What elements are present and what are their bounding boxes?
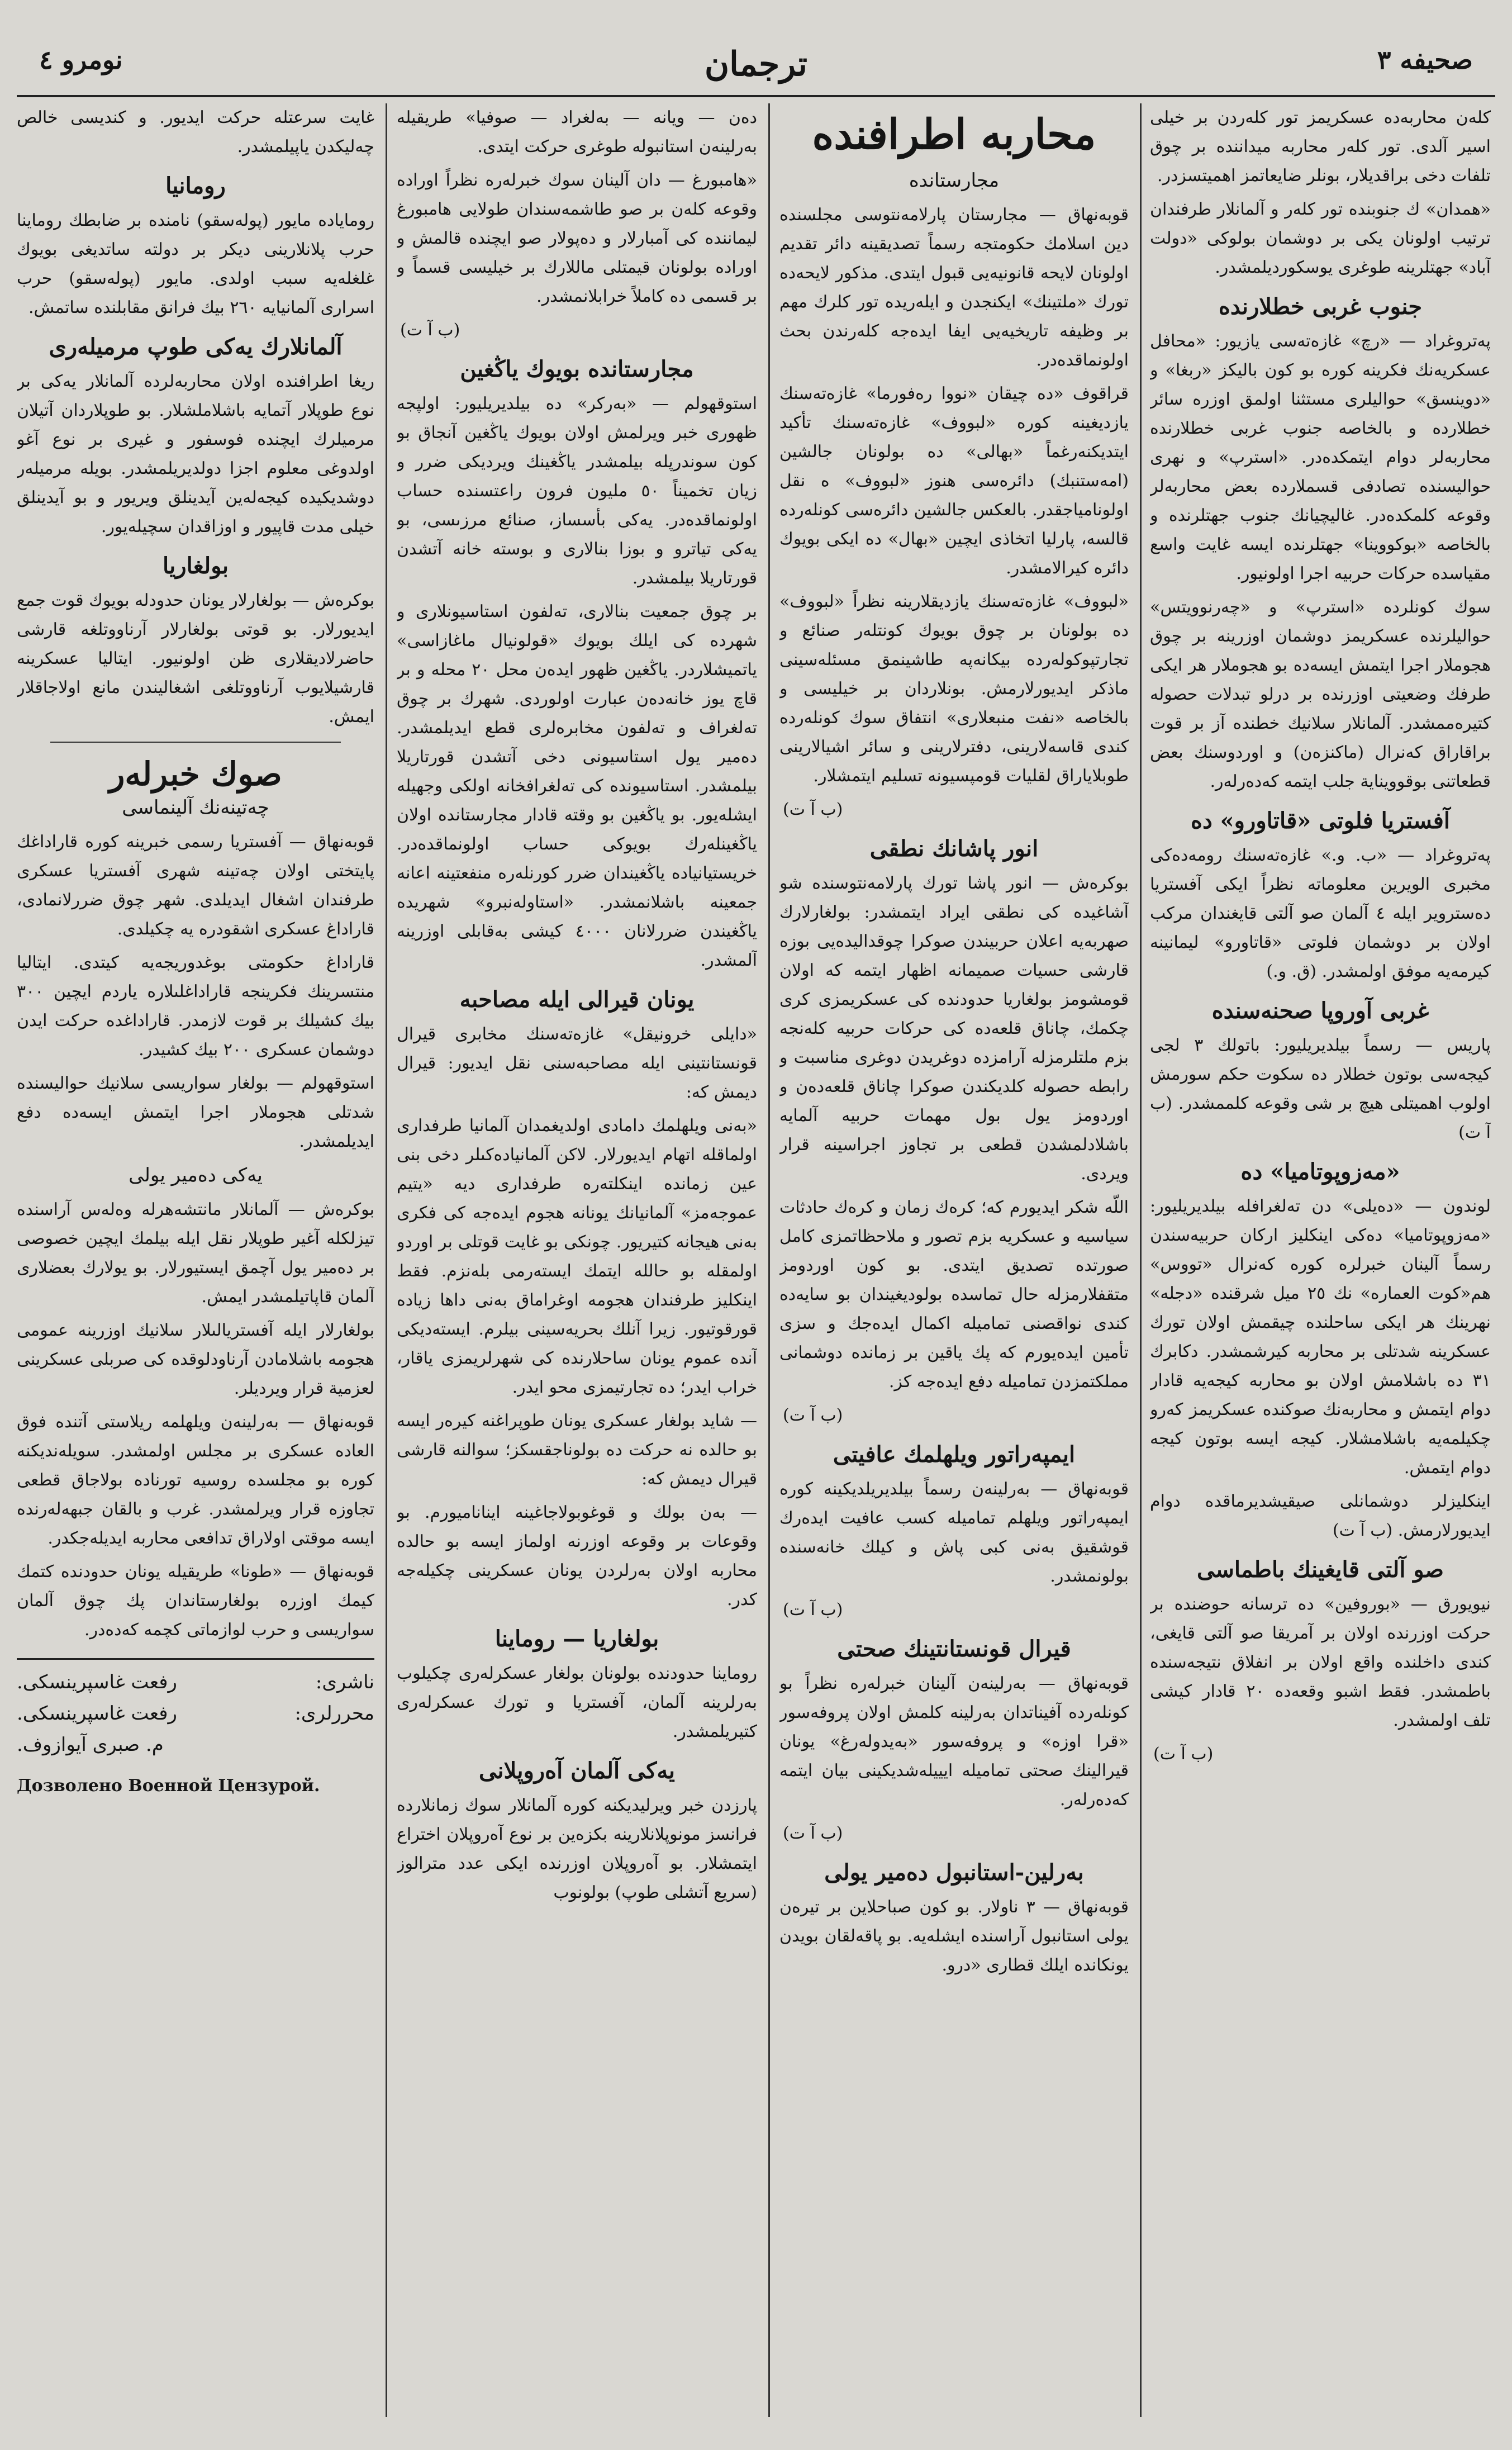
article-heading: رومانيا [165, 173, 226, 199]
article-heading: بولغاريا — روماينا [495, 1626, 659, 1652]
section-divider [50, 742, 341, 743]
article-heading: بەرلين-استانبول دەمير يولى [824, 1859, 1084, 1886]
issue-number: نومرو ٤ [39, 45, 123, 75]
editor-name: رفعت غاسپرينسكى. [17, 1702, 177, 1725]
article-paragraph: بوكرەش — آلمانلار مانتشەهرلە وەلەس آراسندە تيزلكلە آغير طوپلار نقل ايلە بيلمك ايچين خصوصى بر دەمير يول آچمق ايستيورلار. بو يولارك بعضلارى آلمان قاپاتيلمشدر ايمش. [17, 1200, 374, 1307]
article-heading: جنوب غربى خطلارندە [1218, 293, 1423, 320]
article-heading: بولغاريا [162, 553, 229, 579]
section-subtitle: چەتينەنك آلينماسى [122, 796, 269, 819]
article-paragraph: دەن — ويانە — بەلغراد — صوفيا» طريقيلە بەرلينەن استانبولە طوغرى حركت ايتدى. [397, 108, 757, 156]
article-paragraph: «دايلى خرونيقل» غازەتەسنك مخابرى قيرال قونستانتينى ايلە مصاحبەسنى نقل ايديور: قيرال ديمش كە: [397, 1024, 757, 1102]
article-paragraph: پاريس — رسماً بيلديريليور: باتولك ٣ لجى كيجەسى بوتون خطلار دە سكوت حكم سورمش اولوب اهميتلى هيچ بر شى وقوعە كلممشدر. (ب آ ت) [1150, 1036, 1491, 1142]
column-divider [768, 103, 770, 2417]
article-heading: ايمپەراتور ويلهلمك عافيتى [833, 1441, 1076, 1468]
editors-row [17, 1698, 374, 1729]
article-paragraph: غايت سرعتلە حركت ايديور. و كنديسى خالص چەليكدن ياپيلمشدر. [17, 108, 374, 156]
article-paragraph: قوبەنهاق — آفستريا رسمى خبرينە كورە قاراداغك پايتختى اولان چەتينە شهرى آفستريا عسكرى طرفندان اشغال ايديلدى. شهر چوق ضررلانمادى، قاراداغ عسكرى اشقودرە يە چكيلدى. [17, 832, 374, 939]
article-paragraph: قوبەنهاق — «طونا» طريقيلە يونان حدودندە كتمك كيمك اوزرە بولغارستاندان پك چوق آلمان سواريسى و حرب لوازماتى كچمە كەدەدر. [17, 1562, 374, 1640]
article-heading: قيرال قونستانتينك صحتى [837, 1636, 1071, 1662]
section-title: صوك خبرلەر [109, 755, 282, 793]
source-signature: (ب آ ت) [783, 800, 843, 819]
article-paragraph: «بەنى ويلهلمك دامادى اولديغمدان آلمانيا طرفدارى اولماقلە اتهام ايديورلار. لاكن آلمانيادەكىلر دخى بنى عين زماندە اينكلتەرە طرفدارى ديە «يتيم عموجەمز» آلمانيانك يونانە هجوم ايدەجە كى فكرى بەنى هيجانە كتيريور. چونكى بو غايت قوتلى بر اوردو اولمقلە بو حاللە ايتمك ايستەرمى بلەنزم. فقط اينكليز طرفندان هجومە اوغراماق بەنى داها زيادە قورقوتيور. زيرا آنلك بحريەسينى بيلرم. ايستەديكى آندە عموم يونان ساحلارندە كى شهرلريمزى ياقار، خراب ايدر؛ دە تجارتيمزى محو ايدر. [397, 1116, 757, 1397]
article-paragraph: «لبووف» غازەتەسنك يازديقلارينە نظراً «لبووف» دە بولونان بر چوق بويوك كونتلەر صنائع و تجارتپوكولەردە بيكانەپە طاشينمق مسئلەسينى ماذكر ايديورلارمش. بونلاردان بر خيليسى و بالخاصە «نفت منبعلارى» انتفاق سوك كونلەردە كندى قاسەلارينى، دفترلارينى و سائر اشيالارينى طوبلاياراق لقليات قومپسيونە تسليم ايتمشلار. [779, 592, 1129, 786]
section-subtitle: مجارستانده [909, 169, 1000, 192]
page-header [17, 39, 1495, 101]
article-paragraph: قراقوف «دە چيقان «نووا رەفورما» غازەتەسنك يازديغينە كورە «لبووف» غازەتەسنك تأكيد ايتديكنەرغماً «بهالى» دە بولونان جالشين (امەستنبك) دائرەسى هنوز «لبووف» ە نقل اولونامياجقدر. بالعكس جالشين دائرەسى كونلەردە قالسە، پارليا اتخاذى ايچين «بهال» دە ايكى بويوك دائرە كيرالامشدر. [779, 384, 1129, 578]
source-signature: (ب آ ت) [400, 320, 460, 340]
article-paragraph: پەتروغراد — «ب. و.» غازەتەسنك رومەدەكى مخبرى الويرين معلوماتە نظراً ايكى آفستريا دەستروير ايلە ٤ آلمان صو آلتى قايغندان مركب اولان بر دوشمان فلوتى «قاتاورو» ليمانينە كيرمەيە موفق اولمشدر. (ق. و.) [1150, 846, 1491, 981]
publisher-name: رفعت غاسپرينسكى. [17, 1671, 177, 1693]
article-heading: آفستريا فلوتى «قاتاورو» دە [1190, 808, 1450, 834]
article-paragraph: بر چوق جمعيت بنالارى، تەلفون استاسيونلارى و شهردە كى ايلك بويوك «قولونيال ماغازاسى» ياتميشلاردر. ياڭغين ظهور ايدەن محل ٢٠ محلە و بر قاچ يوز خانەدەن عبارت اولوردى. شهرك بر چوق تەلغراف و تەلفون مخابرەلرى قطع ايديلمشدر. دەمير يول استاسيونى دخى آتشدن قورتاريلا بيلمشدر. استاسيوندە كى تەلغرافخانە اولكى وجهيلە ايشلەيور. بو ياڭغين بو وقتە قادار مجارستاندە اولان ياڭغينلەرك بويوكى حساب اولونماقدەدر. خريستيانيادە ياڭغيندان ضرر كورنلەرە منفعتينە اعانە جمعينە باشلانمشدر. «استاولەنبرو» شهريدە ياڭغيندن ضررلانان ٤٠٠٠ كيشى بەقابلى اوزرينە آلمشدر. [397, 602, 757, 970]
article-paragraph: قوبەنهاق — بەرلينەن رسماً بيلديريلديكينە كورە ايمپەراتور ويلهلم تماميلە كسب عافيت ايدەرك قوشقيق بەنى كبى پاش و كيلك خانەسندە بولونمشدر. [779, 1479, 1129, 1586]
publisher-label: ناشرى: [315, 1671, 374, 1693]
source-signature: (ب آ ت) [783, 1600, 843, 1620]
article-heading: انور پاشانك نطقى [869, 835, 1039, 862]
article-paragraph: «هامبورغ — دان آلينان سوك خبرلەرە نظراً اوراده وقوعە كلەن بر صو طاشمەسندان طولايى هامبورغ ليمانندە كى آمبارلار و دەپولار صو ايچندە قالمش و اوراده بولونان قيمتلى ماللارك بر خيليسى قسماً و بر قسمى دە كاملاً خرابلانمشدر. [397, 170, 757, 306]
article-paragraph: قوبەنهاق — ٣ ناولار. بو كون صباحلاين بر تيرەن يولى استانبول آراسندە ايشلەيە. بو پاقەلقان بويدن يونكانده ايلك قطارى «درو. [779, 1897, 1129, 1975]
column-3 [397, 103, 757, 2417]
article-paragraph: سوك كونلردە «استرپ» و «چەرنوويتس» حواليلرندە عسكريمز دوشمان اوزرينە بر چوق هجوملار اجرا ايتمش ايسەدە بو هجوملار هر ايكى طرفك وضعيتى اوزرندە بر درلو تبدلات حصولە كتيرەممشدر. آلمانلار سلانيك خطندە آز بر قوت براقاراق كەنرال (ماكنزەن) و اوردوسنك بعض قطعاتنى بوقوويناية جلب ايتمە كەدەرلەر. [1150, 597, 1491, 791]
article-paragraph: روماينا حدودندە بولونان بولغار عسكرلەرى چكيلوب بەرلرينە آلمان، آفستريا و تورك عسكرلەرى كتيريلمشدر. [397, 1664, 757, 1741]
editor-name: م. صبرى آيوازوف. [17, 1734, 164, 1756]
censorship-note: Дозволено Военной Цензурой. [17, 1776, 320, 1796]
article-paragraph: قوبەنهاق — بەرلينەن ويلهلمە ريلاستى آتندە فوق العادە عسكرى بر مجلس اولمشدر. سويلەنديكنە كورە بو مجلسدە روسيە تورنادە بولاجاق قطعى تجاوزە قرار ويرلمشدر. غرب و بالقان جبهەلەرندە ايسە موقتى اولاراق تدافعى محاربە ايديلەجكدر. [17, 1412, 374, 1548]
article-heading: صو آلتى قايغينك باطماسى [1196, 1556, 1444, 1583]
article-paragraph: — بەن بولك و قوغوبولاجاغينە ايناناميورم. بو وقوعات بر وقوعە اوزرنە اولماز ايسە بو حالدە محاربە اولان بەرلردن يونان عسكرينى چكيلەجە كدر. [397, 1503, 757, 1609]
article-paragraph: قوبەنهاق — مجارستان پارلامەنتوسى مجلسندە دين اسلامك حكومتجە رسماً تصديقينە دائر تقديم اولونان لايحە قانونيەيى قبول ايتدى. مذكور لايحەدە تورك «ملتينك» ايكنجدن و ايلەريدە تور كلرك مهم بر وظيفە تاريخيەيى ايفا ايدەجە كلەرندن بحث اولونماقدەدر. [779, 205, 1129, 370]
article-paragraph: پەتروغراد — «رچ» غازەتەسى يازيور: «محافل عسكريەنك فكرينە كورە بو كون باليكز «ربغا» و «دوينسق» حواليلرى مستثنا اولمق اوزرە سائر خطلاردە و بالخاصە جنوب غربى خطلارندە محاربەلر دوام ايتمكدەدر. «استرپ» و نهرى حواليسندە تصادفى قسملاردە بعض محاربەلر وقوعە كلمكدەدر. غاليچيانك جنوب جهتلرندە و بالخاصە «بوكووينا» جهتلرندە ايسە غايت واسع مقياسدە حركات حربيە اجرا اولونيور. [1150, 331, 1491, 583]
article-paragraph: «همدان» ك جنوبندە تور كلەر و آلمانلار طرفندان ترتيب اولونان يكى بر دوشمان بولوكى «دولت آباد» جهتلرينە طوغرى يوسكورديلمشدر. [1150, 200, 1491, 277]
article-paragraph: بولغارلار ايلە آفستريالىلار سلانيك اوزرينە عمومى هجومە باشلامادن آرناودلوقدە كى صربلى عسكرينى لعزمية قرار ويرديلر. [17, 1321, 374, 1398]
column-1 [1150, 103, 1491, 2417]
article-paragraph: ريغا اطرافندە اولان محاربەلردە آلمانلار يەكى بر نوع طوپلار آتمايە باشلاملشلار. بو طوپلاردان آتيلان مرميلرك ايچندە فوسفور و غيرى بر نوع آغو اولدوغى معلوم اجزا دولديريلمشدر. بويلە مرميلەر دوشديكيدە كيجەلەين آيدينلق ويريور و بو آيدينلق خيلى مدت قاپيور و اوزاقدان سچيلەيور. [17, 372, 374, 536]
article-heading: «مەزوپوتاميا» دە [1240, 1158, 1400, 1185]
article-paragraph: استوقهولم — «بەركر» دە بيلديريليور: اولپجە ظهورى خبر ويرلمش اولان بويوك ياڭغين آنجاق بو كون سوندرپلە بيلمشدر ياڭغينك ويرديكى ضرر و زيان تخميناً ٥٠ مليون فرون راعتسندە حساب اولونماقدەدر. يەكى بأسساز، صنائع مرزىسى، بو يەكى تياترو و بوزا بنالارى و بوستە خانە آتشدن قورتاريلا بيلمشدر. [397, 394, 757, 588]
publisher-row [17, 1666, 374, 1698]
column-divider [1140, 103, 1142, 2417]
column-4 [17, 103, 374, 2417]
column-2 [779, 103, 1129, 2417]
header-rule [17, 95, 1495, 97]
article-paragraph: پارزدن خبر ويرليديكنە كورە آلمانلار سوك زمانلاردە فرانسز مونوپلانلارينە بكزەين بر نوع آەروپلان اختراع ايتمشلار. بو آەروپلان اوزرندە ايكى عدد مترالوز (سريع آتشلى طوپ) بولونوب [397, 1796, 757, 1902]
article-heading: يونان قيرالى ايلە مصاحبه [459, 986, 695, 1013]
article-paragraph: — شايد بولغار عسكرى يونان طوپراغنە كيرەر ايسە بو حالدە نە حركت دە بولوناجقسكز؛ سوالنە قارشى قيرال ديمش كە: [397, 1411, 757, 1489]
article-paragraph: كلەن محاربەدە عسكريمز تور كلەردن بر خيلى اسير آلدى. تور كلەر محاربە ميدانندە بر چوق تلفات دخى براقديلار، بونلر ضايعاتمز اهميتسزدر. [1150, 108, 1491, 186]
article-heading: مجارستانده بويوك ياڭغين [460, 356, 694, 382]
masthead-title: ترجمان [705, 45, 807, 84]
article-paragraph: نيويورق — «بوروفين» دە ترسانە حوضندە بر حركت اوزرندە اولان بر آمريقا صو آلتى قايغى، كندى داخلندە واقع اولان بر انفلاق نتيجەسندە باطمشدر. فقط اشبو وقعەدە ٢٠ قادار كيشى تلف اولمشدر. [1150, 1594, 1491, 1730]
article-paragraph: اينكليزلر دوشمانلى صيقيشديرماقدە دوام ايديورلارمش. (ب آ ت) [1150, 1492, 1491, 1540]
editors-label: محررلرى: [294, 1702, 374, 1725]
imprint-block [17, 1658, 374, 1802]
source-signature: (ب آ ت) [783, 1406, 843, 1425]
article-paragraph: روماياده مايور (پولەسقو) نامندە بر ضابطك روماينا حرب پلانلارينى ديكر بر دولتە ساتديغى بويوك غلغلەيە سبب اولدى. مايور (پولەسقو) حرب اسرارى آلمانيايە ٢٦٠ بيك فرانق مقابلندە ساتمش. [17, 211, 374, 317]
article-paragraph: بوكرەش — بولغارلار يونان حدودلە بويوك قوت جمع ايديورلار. بو قوتى بولغارلار آرناووتلغە قارشى حاضرلاديقلارى ظن اولونيور. ايتاليا عسكرينە قارشيلايوب آرناووتلغى اشغاليندن مانع اولاجاقلار ايمش. [17, 591, 374, 727]
article-paragraph: قوبەنهاق — بەرلينەن آلينان خبرلەرە نظراً بو كونلەردە آفيناتدان بەرلينە كلمش اولان پروفەسور «قرا اوزە» و پروفەسور «بەيدولەرغ» يونان قيرالينك صحتى تماميلە ايييلەشديكينى بيان ايتمە كەدەرلەر. [779, 1674, 1129, 1810]
column-divider [386, 103, 387, 2417]
source-signature: (ب آ ت) [1153, 1744, 1214, 1764]
article-heading: آلمانلارك يەكى طوپ مرميلەرى [49, 334, 343, 360]
article-paragraph: اللّه شكر ايديورم كە؛ كرەك زمان و كرەك حادثات سياسيە و عسكريە بزم تصور و ملاحظاتمزى كامل صورتدە تصديق ايتدى. بو كون اوردومز متقفلارمزلە حال تماسدە بولوديغيندان بو سايەدە كندى نواقصنى تماميلە اكمال ايدەجك و سزى تأمين ايدەيورم كە پك ياقين بر زماندە دوشمانى مملكتمزدن تماميلە دفع ايدەجە كز. [779, 1198, 1129, 1392]
page-number: صحيفه ٣ [1377, 45, 1473, 75]
article-paragraph: بوكرەش — انور پاشا تورك پارلامەنتوسندە شو آشاغيدە كى نطقى ايراد ايتمشدر: بولغارلارك صهربەيە اعلان حربيندن صوكرا چوقداليدەيى بوزە قارشى حسيات صميمانە اظهار ايتمە كە اولان قومشومز بولغاريا حدودندە كى عسكريمزى كرى چكمك، چاناق قلعەدە كى حركات حربيە كلەنجە بزم ملتلرمزلە آرامزدە دوغريدن دوغرى مناسبت و رابطە حصولە كلديكندن صوكرا چاناق قلعەدەن و اوردومز يول بول مهمات حربيە آلمايە باشلادلمشدن قطعى بر تجاوز اجراسينە قرار ويردى. [779, 873, 1129, 1184]
source-signature: (ب آ ت) [783, 1824, 843, 1843]
section-title: محاربه اطرافنده [812, 111, 1096, 159]
editors-row-2 [17, 1729, 374, 1760]
article-paragraph: لوندون — «دەيلى» دن تەلغرافلە بيلديريليور: «مەزوپوتاميا» دەكى اينكليز اركان حربيەسندن رسماً آلينان خبرلرە كورە كەنرال «تووس» هم«كوت العمارە» نك ٢٥ ميل شرقندە «دجلە» نهرينك هر ايكى ساحلندە چيقمش اولان تورك عسكرينە شدتلى بر محاربە كيرشمشدر. دكابرك ٣١ دە باشلامش اولان بو محاربە كيجەيە قادار دوام ايتمش و محاربەنك صوكنده عسكريمز كەرو چكيلمەيە باشلامشلار. كيجە ايسە بوتون كيجە دوام ايتمش. [1150, 1196, 1491, 1478]
article-paragraph: استوقهولم — بولغار سواريسى سلانيك حواليسندە شدتلى هجوملار اجرا ايتمش ايسەدە دفع ايديلمشدر. [17, 1074, 374, 1151]
article-heading: غربى آوروپا صحنەسندە [1211, 998, 1429, 1024]
article-paragraph: قاراداغ حكومتى بوغدوريجەيە كيتدى. ايتاليا منتسرينك فكرينجە قاراداغلىلارە ياردم ايچين ٣٠٠ بيك كشيلك بر قوت لازمدر. قاراداغدە حركت ايدن دوشمان عسكرى ٢٠٠ بيك كشيدر. [17, 953, 374, 1060]
article-heading: يەكى آلمان آەروپلانى [479, 1758, 675, 1784]
article-subheading: يەكى دەمير يولى [129, 1164, 263, 1186]
